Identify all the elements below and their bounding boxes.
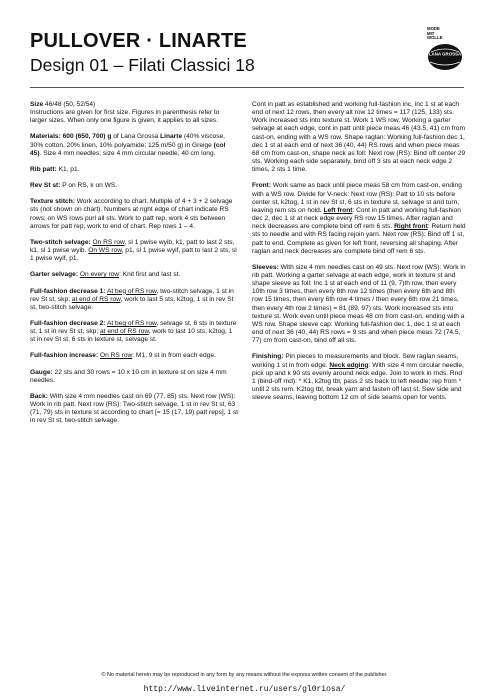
full-fashion-decrease-2-section: Full-fashion decrease 2: At beg of RS row, selvage st, 6 sts in texture st, 1 st in rev St st, skp; at end of RS row, work to last 10 sts, k2tog, 1 st in rev St st, 6 sts in texture st, selvage st. — [30, 319, 237, 344]
two-stitch-selvage-section: Two-stitch selvage: On RS row, sl 1 pwise wyib, k1, patt to last 2 sts, k1, sl 1 pwise wyib. On WS row, p1, sl 1 pwise wyif, patt to last 2 sts, sl 1 pwise wyif, p1. — [30, 238, 237, 263]
gauge-section: Gauge: 22 sts and 30 rows = 10 x 10 cm in texture st on size 4 mm needles. — [30, 368, 227, 384]
copyright-notice: © No material herein may be reproduced in any form by any means without the express written consent of the publisher. — [101, 672, 388, 678]
right-column — [252, 101, 466, 410]
full-fashion-increase-section: Full-fashion increase: On RS row: M1, 9 st in from each edge. — [30, 352, 216, 360]
lana-grossa-logo — [427, 43, 463, 71]
rib-pattern-section: Rib patt: K1, p1. — [30, 165, 80, 173]
size-note: Instructions are given for first size. Figures in parenthesis refer to larger sizes. When only one figure is given, it applies to all sizes. — [30, 109, 220, 125]
back-section: Back: With size 4 mm needles cast on 69 (77, 85) sts. Next row (WS): Work in rib patt. Next row (RS): Two-stitch selvage, 1 st in rev St st, 63 (71, 79) sts in texture st according to chart [= 15 (17, 19) patt reps], 1 st in rev St st, two-stitch selvage. — [30, 392, 238, 425]
source-url-watermark: http://www.liveinternet.ru/users/gl0riosa/ — [143, 685, 346, 694]
page-title: PULLOVER · LINARTE — [30, 30, 247, 52]
sleeves-section: Sleeves: With size 4 mm needles cast on 49 sts. Next row (WS): Work in rib patt. Working a garter selvage at each edge, work in texture st and shape sleeve as foll: Inc 1 st at each end of 11 (9, 7)th row, then every 10th row 3 times, then every 8th row 12 times (then every 6th and 8th row 15 times, then every 6th row 4 times / then every 6th row 21 times, then every 4th row 2 times) = 81 (89, 97) sts. Work increased sts into texture st. Work even until piece meas 48 cm from cast-on, ending with a WS row. Shape sleeve cap: Working full-fashion dec 1, dec 1 st at each end of next 36 (40, 44) RS rows = 9 sts and when piece meas 72 (74.5, 77) cm from cast-on, bind off all sts. — [252, 263, 466, 345]
garter-selvage-section: Garter selvage: On every row: Knit first and last st. — [30, 271, 181, 279]
page-subtitle: Design 01 – Filati Classici 18 — [30, 55, 255, 75]
left-column — [30, 101, 238, 434]
texture-stitch-section: Texture stitch: Work according to chart. Multiple of 4 + 3 + 2 selvage sts (not shown on chart). Numbers at right edge of chart indicate RS rows; on WS rows purl all sts. Work to patt rep, work 4 sts between arrows for patt rep, work to end of chart. Rep rows 1 – 4. — [30, 198, 233, 230]
brand-block — [427, 27, 467, 76]
brand-tagline: MODE MIT WOLLE — [427, 26, 443, 41]
front-section: Front: Work same as back until piece meas 58 cm from cast-on, ending with a WS row. Divide for V-neck: Next row (RS): Patt to 10 sts before center st, k2tog, 1 st in rev St st, 6 sts in texture st, selvage st and turn, leaving rem sts on hold. Left front: Cont in patt and working full-fashion dec 2, dec 1 st at neck edge every RS row 15 times. After raglan and neck decreases are complete bind off rem 6 sts. Right front: Return held sts to needle and with RS facing rejoin yarn. Next row (RS): Bind off 1 st, patt to end. Complete as given for left front, reversing all shaping. After raglan and neck decreases are complete bind off rem 6 sts. — [252, 182, 466, 255]
back-continued-section: Cont in patt as established and working full-fashion inc, inc 1 st at each end of next 12 rows, then every alt row 12 times = 117 (125, 133) sts. Work increased sts into texture st. Work 1 WS row. Working a garter selvage at each edge, cont in patt until piece meas 46 (43.5, 41) cm from cast-on, ending with a WS row. Shape raglan: Working full-fashion dec 1, dec 1 st at each end of next 36 (40, 44) RS rows and when piece meas 68 cm from cast-on, shape neck as foll: Next row (RS): Bind off center 29 sts. Working each side separately, bind off 3 sts at each neck edge 2 times, 2 sts 1 time. — [252, 101, 466, 174]
header-divider — [30, 87, 464, 88]
full-fashion-decrease-1-section: Full-fashion decrease 1: At beg of RS row, two-stitch selvage, 1 st in rev St st, skp; at end of RS row, work to last 5 sts, k2tog, 1 st in rev St st, two-stitch selvage. — [30, 287, 234, 311]
brand-logo-text: LANA GROSSA — [428, 51, 462, 57]
materials-section: Materials: 600 (650, 700) g of Lana Grossa Linarte (40% viscose, 30% cotton, 20% linen, 10% polyamide; 125 m/50 g) in Greige (col 45). Size 4 mm needles; size 4 mm circular needle, 40 cm long. — [30, 133, 226, 157]
rev-stockinette-section: Rev St st: P on RS, k on WS. — [30, 182, 118, 190]
size-section: Size 46/48 (50, 52/54) Instructions are given for first size. Figures in parenthesis refer to larger sizes. When only one figure is given, it applies to all sizes. — [30, 101, 220, 125]
finishing-section: Finishing: Pin pieces to measurements and block. Sew raglan seams, working 1 st in from edge. Neck edging: With size 4 mm circular needle, pick up and k 90 sts evenly around neck edge. Join to work in rnds. Rnd 1 (bind-off rnd): * K1, k2tog tbl, pass 2 sts back to left needle; rep from * until 2 sts rem. K2tog tbl, break yarn and fasten off last st. Sew side and sleeve seams, leaving bottom 12 cm of side seams open for vents. — [252, 353, 464, 402]
